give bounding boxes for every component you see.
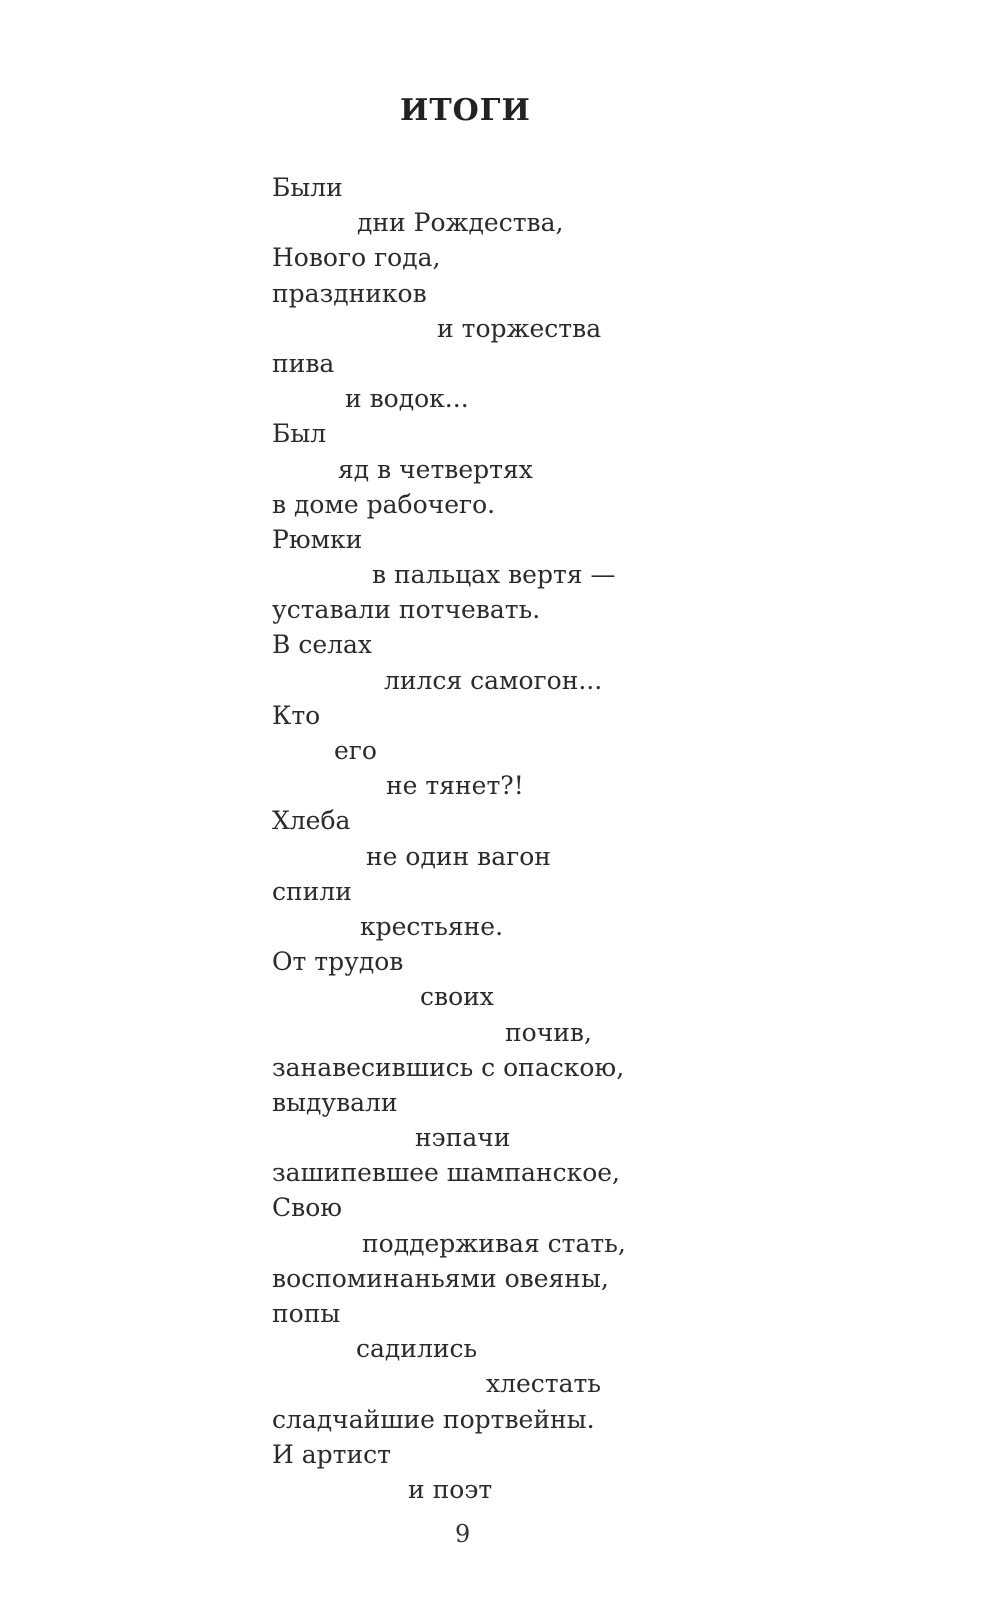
poem-line: и поэт — [408, 1474, 493, 1504]
poem-line: Свою — [272, 1193, 343, 1223]
poem-line: лился самогон... — [384, 665, 603, 695]
poem-line: и торжества — [437, 313, 602, 343]
poem-line: От трудов — [272, 947, 404, 977]
poem-line: зашипевшее шампанское, — [272, 1158, 620, 1188]
poem-line: хлестать — [486, 1369, 601, 1399]
poem-line: Хлеба — [272, 806, 351, 836]
poem-line: дни Рождества, — [357, 208, 564, 238]
poem-line: Были — [272, 173, 343, 202]
poem-line: поддерживая стать, — [362, 1228, 626, 1258]
poem-line: Был — [272, 419, 327, 449]
poem-title: ИТОГИ — [400, 93, 531, 128]
poem-line: воспоминаньями овеяны, — [272, 1263, 609, 1293]
poem-line: Кто — [272, 700, 321, 730]
poem-line: крестьяне. — [360, 911, 504, 941]
poem-line: спили — [272, 876, 352, 906]
poem-line: сладчайшие портвейны. — [272, 1404, 595, 1434]
poem-line: уставали потчевать. — [272, 595, 541, 625]
poem-line: садились — [356, 1334, 478, 1364]
poem-body — [272, 170, 872, 1507]
poem-line: яд в четвертях — [338, 454, 533, 484]
poem-line: не тянет?! — [386, 771, 524, 801]
poem-line: его — [334, 736, 377, 765]
poem-line: в пальцах вертя — — [372, 560, 616, 590]
poem-line: нэпачи — [415, 1123, 511, 1153]
poem-line: пива — [272, 348, 335, 378]
page-number: 9 — [455, 1520, 471, 1548]
poem-line: занавесившись с опаскою, — [272, 1052, 625, 1082]
poem-line: Рюмки — [272, 524, 363, 554]
poem-line: не один вагон — [366, 841, 551, 871]
poem-line: попы — [272, 1299, 341, 1328]
poem-line: своих — [420, 982, 494, 1012]
poem-line: и водок... — [345, 384, 469, 414]
poem-line: выдували — [272, 1087, 398, 1117]
poem-line: почив, — [505, 1017, 592, 1047]
poem-line: И артист — [272, 1439, 391, 1469]
poem-line: в доме рабочего. — [272, 489, 496, 519]
poem-line: Нового года, — [272, 243, 441, 273]
poem-line: праздников — [272, 278, 427, 308]
poem-line: В селах — [272, 630, 372, 660]
